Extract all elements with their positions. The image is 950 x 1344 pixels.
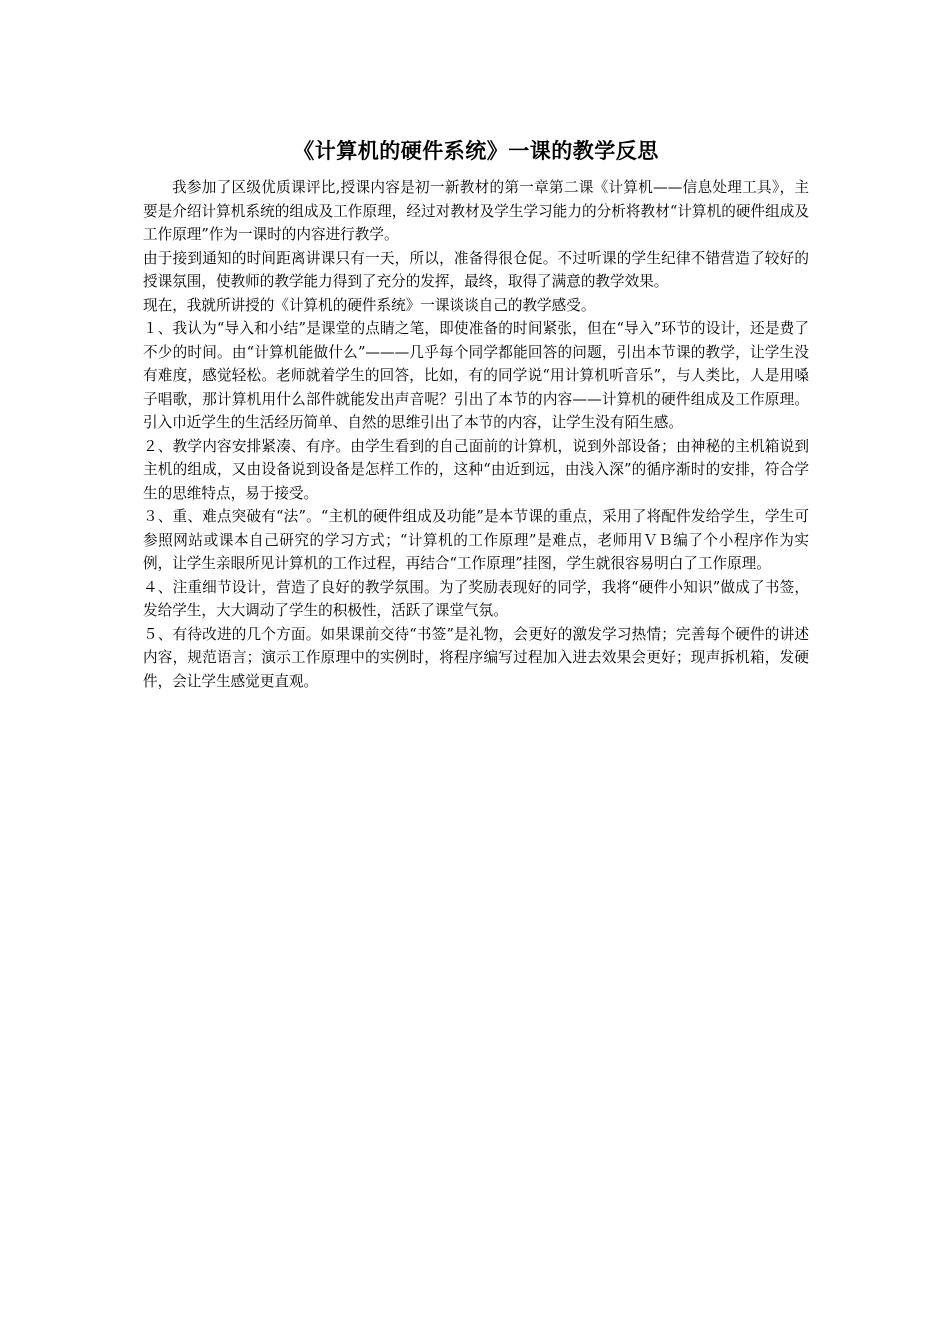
paragraph-point-3: ３、重、难点突破有“法”。“主机的硬件组成及功能”是本节课的重点，采用了将配件发给学生，学生可参照网站或课本自己研究的学习方式；“计算机的工作原理”是难点，老师用ＶＢ编了个小程序作为实例，让学生亲眼所见计算机的工作过程，再结合“工作原理”挂图，学生就很容易明白了工作原理。 <box>143 508 809 572</box>
paragraph-point-4: ４、注重细节设计，营造了良好的教学氛围。为了奖励表现好的同学，我将“硬件小知识”做成了书签，发给学生，大大调动了学生的积极性，活跃了课堂气氛。 <box>143 578 809 619</box>
paragraph-point-1: １、我认为“导入和小结”是课堂的点睛之笔，即使准备的时间紧张，但在“导入”环节的设计，还是费了不少的时间。由“计算机能做什么”———几乎每个同学都能回答的问题，引出本节课的教学，让学生没有难度，感觉轻松。老师就着学生的回答，比如，有的同学说“用计算机听音乐”，与人类比，人是用嗓子唱歌，那计算机用什么部件就能发出声音呢？引出了本节的内容——计算机的硬件组成及工作原理。引入巾近学生的生活经历简单、自然的思维引出了本节的内容，让学生没有陌生感。 <box>143 320 809 431</box>
paragraph-intro: 我参加了区级优质课评比,授课内容是初一新教材的第一章第二课《计算机——信息处理工具》，主要是介绍计算机系统的组成及工作原理，经过对教材及学生学习能力的分析将教材“计算机的硬件组成及工作原理”作为一课时的内容进行教学。 <box>143 179 809 243</box>
document-body <box>143 136 809 693</box>
paragraph-point-5: ５、有待改进的几个方面。如果课前交待“书签”是礼物，会更好的激发学习热情；完善每个硬件的讲述内容，规范语言；演示工作原理中的实例时，将程序编写过程加入进去效果会更好；现声拆机箱，发硬件，会让学生感觉更直观。 <box>143 625 809 690</box>
paragraph-circumstances: 由于接到通知的时间距离讲课只有一天，所以，准备得很仓促。不过听课的学生纪律不错营造了较好的授课氛围，使教师的教学能力得到了充分的发挥，最终，取得了满意的教学效果。 <box>143 249 809 290</box>
paragraph-transition: 现在，我就所讲授的《计算机的硬件系统》一课谈谈自己的教学感受。 <box>143 296 596 314</box>
paragraph-point-2: ２、教学内容安排紧凑、有序。由学生看到的自己面前的计算机，说到外部设备；由神秘的主机箱说到主机的组成，又由设备说到设备是怎样工作的，这种“由近到远，由浅入深”的循序渐时的安排，符合学生的思维特点，易于接受。 <box>143 437 809 502</box>
document-title: 《计算机的硬件系统》一课的教学反思 <box>293 139 659 163</box>
